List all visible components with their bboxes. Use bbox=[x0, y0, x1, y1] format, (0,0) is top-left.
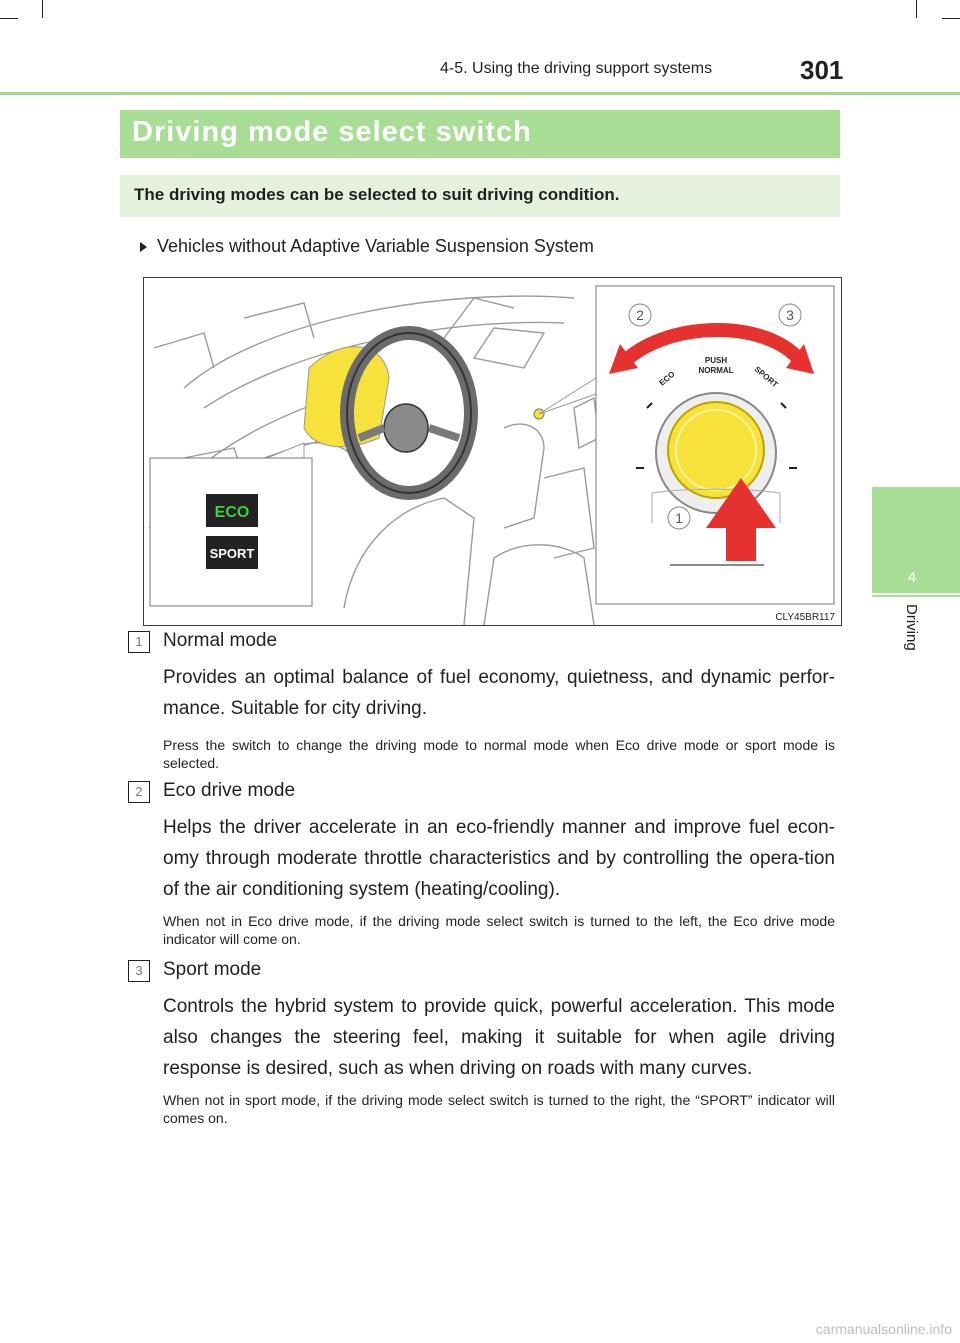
section-subtitle-band bbox=[120, 175, 840, 217]
callout-1: 1 bbox=[675, 510, 683, 526]
figure-code: CLY45BR117 bbox=[775, 612, 835, 623]
cockpit-drawing bbox=[144, 278, 841, 625]
switch-label-push: PUSH bbox=[704, 356, 728, 365]
item-number-1: 1 bbox=[128, 631, 150, 653]
chapter-label-text: Driving bbox=[903, 604, 920, 651]
item-title-normal: Normal mode bbox=[163, 630, 278, 651]
chapter-number: 4 bbox=[907, 569, 917, 586]
chapter-label bbox=[904, 604, 924, 684]
cockpit-illustration bbox=[143, 277, 842, 626]
callout-2: 2 bbox=[636, 307, 644, 323]
crop-mark bbox=[0, 18, 18, 19]
crop-mark bbox=[42, 0, 43, 18]
section-title-band bbox=[120, 110, 840, 158]
item-number-3: 3 bbox=[128, 960, 150, 982]
header-rule bbox=[0, 92, 960, 95]
item-body-eco: Helps the driver accelerate in an eco-friendly manner and improve fuel econ-omy through moderate throttle characteristics and by controlling the opera-tion of the air conditioning system (heating/cooling). bbox=[163, 817, 835, 900]
item-number-2: 2 bbox=[128, 781, 150, 803]
callout-3: 3 bbox=[786, 307, 794, 323]
switch-label-normal: NORMAL bbox=[698, 366, 734, 375]
chapter-rule bbox=[872, 595, 960, 597]
indicator-inset-frame bbox=[150, 458, 312, 606]
item-note-normal: Press the switch to change the driving mode to normal mode when Eco drive mode or sport mode is selected. bbox=[163, 737, 835, 771]
item-body-sport: Controls the hybrid system to provide quick, powerful acceleration. This mode also changes the steering feel, making it suitable for when agile driving response is desired, such as when driving on roads with many curves. bbox=[163, 996, 835, 1079]
eco-indicator-text: ECO bbox=[214, 504, 250, 521]
item-note-eco: When not in Eco drive mode, if the driving mode select switch is turned to the left, the Eco drive mode indicator will come on. bbox=[163, 913, 835, 947]
switch-label-sport: SPORT bbox=[752, 364, 780, 390]
sport-indicator-text: SPORT bbox=[209, 546, 255, 561]
item-title-sport: Sport mode bbox=[163, 959, 262, 980]
section-subtitle: The driving modes can be selected to suit driving condition. bbox=[134, 185, 620, 204]
crop-mark bbox=[942, 18, 960, 19]
variant-label-text: Vehicles without Adaptive Variable Suspension System bbox=[157, 236, 594, 256]
switch-label-eco: ECO bbox=[657, 369, 677, 388]
variant-label bbox=[140, 236, 594, 257]
bullet-triangle-icon bbox=[140, 242, 147, 252]
watermark: carmanualsonline.info bbox=[815, 1321, 952, 1337]
switch-knob bbox=[668, 402, 764, 498]
crop-mark bbox=[916, 0, 917, 18]
page-number: 301 bbox=[800, 55, 844, 85]
item-title-eco: Eco drive mode bbox=[163, 780, 296, 801]
running-header: 4-5. Using the driving support systems bbox=[440, 60, 713, 77]
item-note-sport: When not in sport mode, if the driving mode select switch is turned to the right, the “SPORT” indicator will comes on. bbox=[163, 1092, 835, 1126]
item-body-normal: Provides an optimal balance of fuel economy, quietness, and dynamic perfor-mance. Suitable for city driving. bbox=[163, 667, 835, 719]
section-title: Driving mode select switch bbox=[132, 116, 532, 148]
